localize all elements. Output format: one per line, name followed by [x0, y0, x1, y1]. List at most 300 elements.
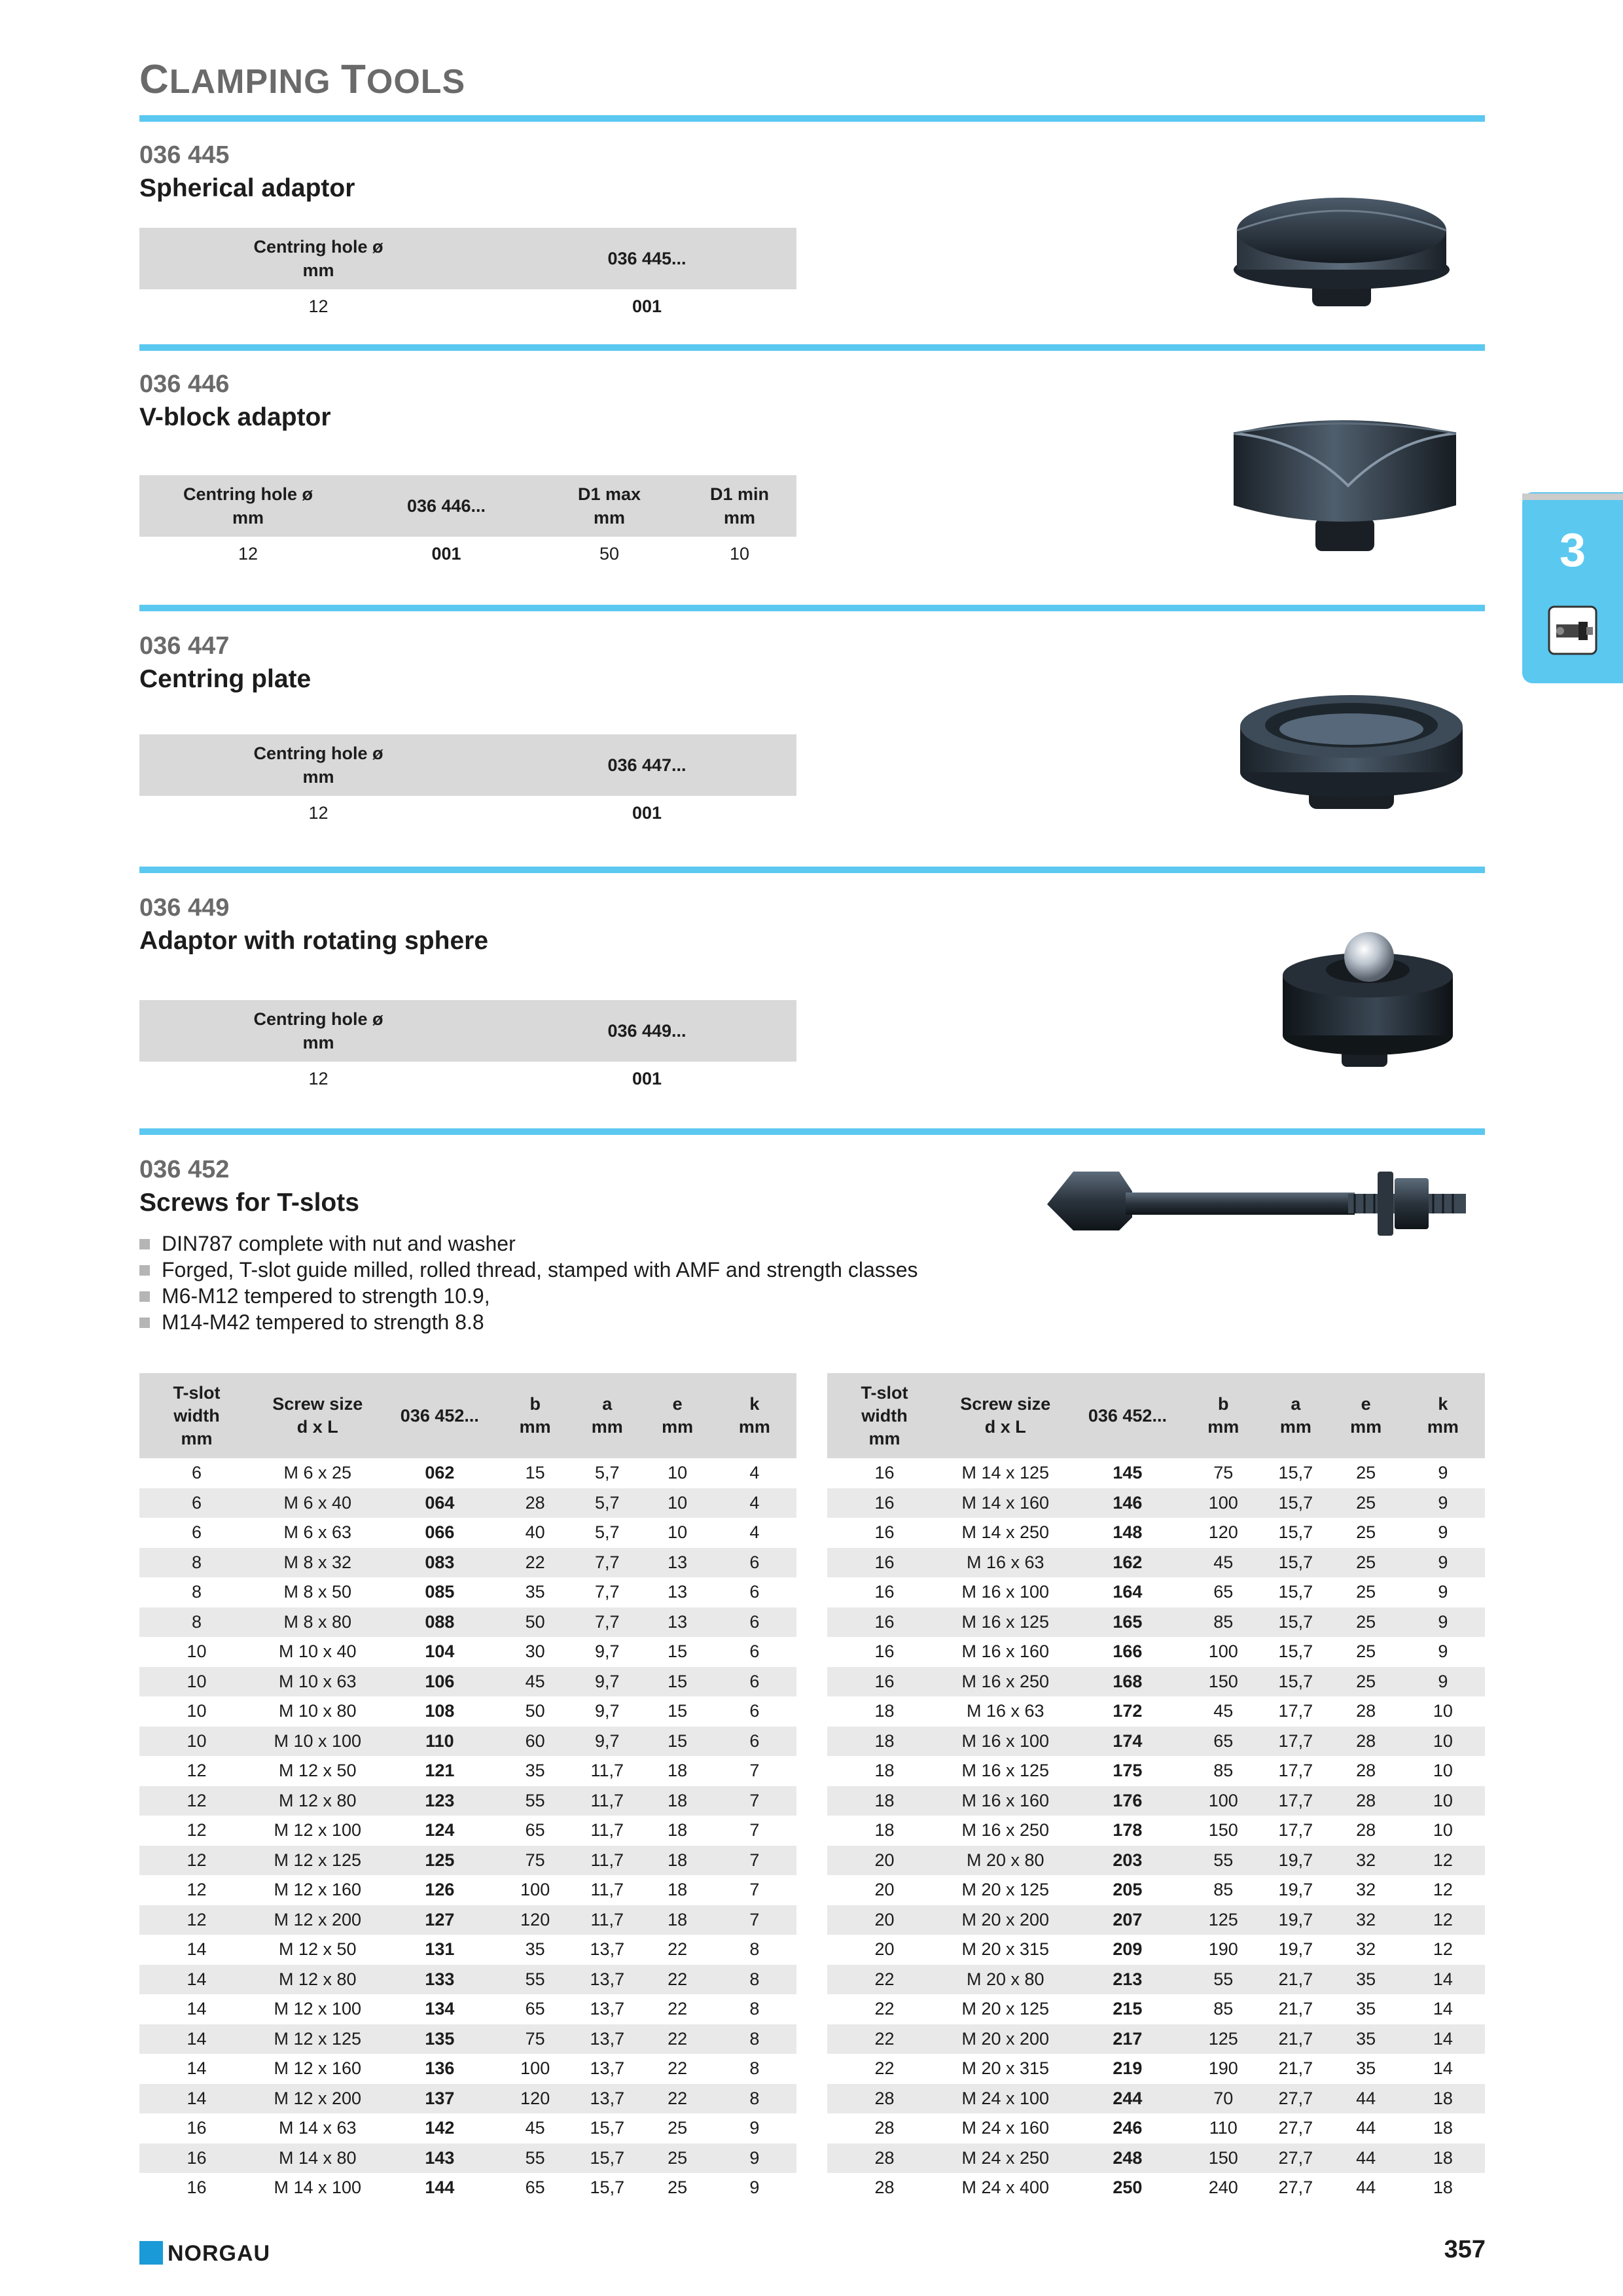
- table-cell: 27,7: [1278, 2178, 1313, 2198]
- table-cell: 18: [1433, 2178, 1453, 2198]
- table-cell: 6: [713, 1727, 796, 1757]
- table-cell: 14: [187, 2058, 207, 2079]
- table-cell: M 16 x 125: [961, 1761, 1050, 1781]
- table-cell: M 10 x 40: [278, 1641, 357, 1662]
- table-row: [139, 2173, 796, 2203]
- table-cell: 174: [1069, 1727, 1186, 1757]
- table-cell: 15,7: [1278, 1582, 1313, 1602]
- table-cell: 16: [874, 1641, 895, 1662]
- table-cell: 8: [713, 1965, 796, 1995]
- table-cell: 75: [498, 2024, 572, 2054]
- column-header: b mm: [498, 1373, 572, 1458]
- table-cell: 16: [827, 1607, 942, 1638]
- table-cell: 85: [1213, 1999, 1234, 2019]
- table-cell: 8: [139, 1607, 254, 1638]
- table-cell: 125: [1186, 1905, 1260, 1935]
- table-cell: 22: [642, 2024, 712, 2054]
- table-cell: 44: [1356, 2118, 1376, 2138]
- table-cell: M 10 x 63: [254, 1667, 382, 1697]
- table-cell: 11,7: [590, 1820, 624, 1840]
- table-cell: 25: [1330, 1607, 1400, 1638]
- table-cell: 12: [139, 1846, 254, 1876]
- table-cell: 100: [520, 1880, 550, 1900]
- table-cell: M 12 x 80: [254, 1965, 382, 1995]
- table-cell: 18: [874, 1820, 895, 1840]
- table-cell: 12: [187, 1880, 207, 1900]
- table-cell: M 12 x 200: [254, 1905, 382, 1935]
- table-cell: 21,7: [1260, 1965, 1330, 1995]
- table-cell: 176: [1069, 1786, 1186, 1816]
- table-cell: 9: [1401, 1488, 1485, 1518]
- column-header: k mm: [713, 1373, 796, 1458]
- table-cell: 35: [1356, 1999, 1376, 2019]
- table-cell: 143: [382, 2144, 499, 2174]
- section-name: Adaptor with rotating sphere: [139, 927, 489, 955]
- table-cell: 13: [668, 1582, 688, 1602]
- column-header: b mm: [1186, 1373, 1260, 1458]
- table-cell: M 24 x 250: [942, 2144, 1069, 2174]
- table-row: [827, 1577, 1485, 1607]
- table-cell: 10: [668, 1522, 688, 1543]
- table-cell: 125: [382, 1846, 499, 1876]
- table-row: [827, 2144, 1485, 2174]
- table-cell: 15,7: [1278, 1641, 1313, 1662]
- table-row: [827, 1637, 1485, 1667]
- table-cell: 14: [1433, 2058, 1453, 2079]
- table-row: [827, 1458, 1485, 1488]
- table-cell: 18: [1401, 2144, 1485, 2174]
- chapter-number: 3: [1559, 524, 1586, 577]
- table-cell: 7: [713, 1905, 796, 1935]
- table-cell: 166: [1113, 1641, 1143, 1662]
- screws-table-left: [139, 1373, 796, 2203]
- table-cell: 123: [382, 1786, 499, 1816]
- table-cell: 108: [425, 1701, 455, 1721]
- table-cell: 16: [187, 2178, 207, 2198]
- table-cell: 7,7: [572, 1548, 642, 1578]
- table-row: [139, 2024, 796, 2054]
- table-cell: 6: [191, 1463, 202, 1483]
- table-cell: M 20 x 125: [961, 1880, 1050, 1900]
- table-cell: 16: [139, 2144, 254, 2174]
- table-cell: 16: [827, 1488, 942, 1518]
- table-cell: 27,7: [1260, 2084, 1330, 2114]
- table-row: [139, 1875, 796, 1905]
- table-cell: 066: [425, 1522, 455, 1543]
- table-cell: 25: [1356, 1522, 1376, 1543]
- table-cell: M 12 x 100: [274, 1820, 362, 1840]
- table-row: [827, 1727, 1485, 1757]
- table-cell: 12: [139, 1786, 254, 1816]
- table-cell: 175: [1113, 1761, 1143, 1781]
- section-name: Centring plate: [139, 665, 312, 693]
- table-cell: 17,7: [1278, 1701, 1313, 1721]
- table-cell: 32: [1356, 1880, 1376, 1900]
- table-cell: 9,7: [595, 1641, 620, 1662]
- table-cell: M 8 x 50: [283, 1582, 352, 1602]
- table-row: [139, 1965, 796, 1995]
- table-cell: M 20 x 315: [961, 2058, 1050, 2079]
- table-cell: 6: [749, 1582, 760, 1602]
- table-cell: 15,7: [590, 2118, 625, 2138]
- table-cell: 35: [525, 1939, 545, 1960]
- table-cell: 9: [749, 2178, 760, 2198]
- column-header: k mm: [1401, 1373, 1485, 1458]
- table-cell: 45: [1186, 1548, 1260, 1578]
- table-cell: 22: [668, 1939, 688, 1960]
- table-cell: M 12 x 160: [274, 2058, 362, 2079]
- t-slot-screw-image: [1041, 1158, 1486, 1244]
- table-cell: 150: [1208, 1820, 1238, 1840]
- table-cell: 30: [525, 1641, 545, 1662]
- table-cell: M 6 x 25: [283, 1463, 352, 1483]
- table-cell: 14: [1401, 2024, 1485, 2054]
- table-cell: 22: [668, 1999, 688, 2019]
- table-cell: 5,7: [572, 1488, 642, 1518]
- table-cell: 15,7: [1278, 1522, 1313, 1543]
- table-cell: 19,7: [1278, 1880, 1313, 1900]
- table-cell: 19,7: [1278, 1939, 1313, 1960]
- section-code: 036 445: [139, 141, 230, 169]
- section-name: V-block adaptor: [139, 403, 331, 431]
- section-name: Screws for T-slots: [139, 1189, 359, 1217]
- table-cell: 13,7: [572, 2024, 642, 2054]
- spec-table-036447: Centring hole ø mm 036 447... 12 001: [139, 734, 796, 830]
- table-cell: M 10 x 80: [278, 1701, 357, 1721]
- clamp-tool-icon: [1547, 605, 1598, 656]
- brand-name: NORGAU: [168, 2241, 271, 2266]
- table-row: [827, 2173, 1485, 2203]
- table-cell: 125: [1186, 2024, 1260, 2054]
- table-cell: 9: [749, 2118, 760, 2138]
- table-cell: 25: [1330, 1488, 1400, 1518]
- table-cell: M 16 x 160: [942, 1786, 1069, 1816]
- table-cell: 44: [1330, 2084, 1400, 2114]
- table-cell: 21,7: [1278, 2058, 1313, 2079]
- table-cell: 10: [1433, 1701, 1453, 1721]
- table-cell: 16: [827, 1667, 942, 1697]
- table-cell: 55: [1186, 1846, 1260, 1876]
- page-number: 357: [1444, 2236, 1486, 2263]
- table-cell: 25: [1356, 1641, 1376, 1662]
- table-cell: 14: [139, 2024, 254, 2054]
- table-cell: 20: [874, 1939, 895, 1960]
- table-cell: 70: [1186, 2084, 1260, 2114]
- table-cell: 13,7: [572, 1965, 642, 1995]
- table-cell: 22: [498, 1548, 572, 1578]
- header-rule: [139, 115, 1485, 122]
- table-cell: 17,7: [1278, 1761, 1313, 1781]
- chapter-tab-cap: [1522, 493, 1623, 500]
- column-header: 036 452...: [1069, 1373, 1186, 1458]
- table-cell: 8: [749, 1939, 760, 1960]
- table-cell: 22: [874, 2058, 895, 2079]
- table-cell: 85: [1213, 1761, 1234, 1781]
- table-cell: 14: [139, 1965, 254, 1995]
- table-row: [827, 1548, 1485, 1578]
- table-cell: 19,7: [1260, 1905, 1330, 1935]
- table-cell: M 14 x 250: [961, 1522, 1050, 1543]
- table-cell: 22: [642, 2084, 712, 2114]
- table-cell: 145: [1113, 1463, 1143, 1483]
- table-cell: 134: [425, 1999, 455, 2019]
- list-item: Forged, T-slot guide milled, rolled thread, stamped with AMF and strength classes: [139, 1257, 918, 1283]
- list-item: M6-M12 tempered to strength 10.9,: [139, 1283, 918, 1309]
- table-cell: M 20 x 200: [942, 1905, 1069, 1935]
- table-cell: 144: [425, 2178, 455, 2198]
- table-cell: M 12 x 125: [254, 1846, 382, 1876]
- section-code: 036 452: [139, 1156, 230, 1183]
- table-cell: M 8 x 80: [254, 1607, 382, 1638]
- table-cell: 168: [1069, 1667, 1186, 1697]
- table-cell: 12: [187, 1761, 207, 1781]
- table-cell: 4: [713, 1488, 796, 1518]
- table-cell: 18: [1433, 2118, 1453, 2138]
- rotating-sphere-adaptor-image: [1276, 923, 1466, 1073]
- table-cell: 7: [713, 1786, 796, 1816]
- table-row: [139, 1905, 796, 1935]
- list-item: M14-M42 tempered to strength 8.8: [139, 1309, 918, 1335]
- table-cell: M 20 x 80: [942, 1965, 1069, 1995]
- table-row: [827, 1607, 1485, 1638]
- table-cell: 28: [1356, 1820, 1376, 1840]
- table-cell: M 12 x 50: [278, 1761, 357, 1781]
- table-cell: 32: [1330, 1846, 1400, 1876]
- table-cell: 7,7: [572, 1607, 642, 1638]
- table-cell: 9: [1401, 1667, 1485, 1697]
- table-cell: 25: [642, 2144, 712, 2174]
- table-cell: 13,7: [590, 2058, 625, 2079]
- table-row: [827, 1965, 1485, 1995]
- table-cell: M 14 x 80: [254, 2144, 382, 2174]
- table-cell: 10: [1433, 1820, 1453, 1840]
- table-cell: 217: [1069, 2024, 1186, 2054]
- section-name: Spherical adaptor: [139, 174, 355, 202]
- table-cell: M 12 x 100: [274, 1999, 362, 2019]
- table-cell: 11,7: [572, 1786, 642, 1816]
- table-cell: 205: [1113, 1880, 1143, 1900]
- section-code: 036 447: [139, 632, 230, 660]
- table-cell: 11,7: [590, 1880, 624, 1900]
- centring-plate-image: [1230, 674, 1472, 818]
- table-row: [827, 1846, 1485, 1876]
- table-cell: 137: [382, 2084, 499, 2114]
- table-cell: 8: [713, 2024, 796, 2054]
- spec-table-036446: Centring hole ø mm 036 446... D1 max mm D1 min mm 12 001 50 10: [139, 475, 796, 571]
- table-cell: 9: [1438, 1582, 1448, 1602]
- table-cell: 18: [642, 1786, 712, 1816]
- table-cell: 121: [425, 1761, 455, 1781]
- table-cell: 100: [1186, 1786, 1260, 1816]
- table-cell: 15,7: [572, 2144, 642, 2174]
- page-title: CLAMPING TOOLS: [139, 57, 466, 102]
- table-cell: M 8 x 32: [254, 1548, 382, 1578]
- table-cell: 35: [1356, 2058, 1376, 2079]
- table-cell: 15: [668, 1641, 688, 1662]
- table-cell: 15,7: [1278, 1463, 1313, 1483]
- table-cell: 21,7: [1278, 1999, 1313, 2019]
- table-cell: M 20 x 80: [942, 1846, 1069, 1876]
- table-cell: 14: [187, 1939, 207, 1960]
- table-cell: 11,7: [572, 1846, 642, 1876]
- table-cell: 27,7: [1260, 2144, 1330, 2174]
- table-cell: 12: [1433, 1939, 1453, 1960]
- table-cell: M 16 x 100: [961, 1582, 1050, 1602]
- table-cell: 55: [498, 2144, 572, 2174]
- table-row: [827, 1786, 1485, 1816]
- table-cell: 240: [1208, 2178, 1238, 2198]
- table-cell: 14: [139, 2084, 254, 2114]
- table-cell: 190: [1208, 1939, 1238, 1960]
- table-cell: 13: [642, 1548, 712, 1578]
- table-row: [827, 1756, 1485, 1786]
- v-block-adaptor-image: [1224, 407, 1466, 564]
- table-cell: M 24 x 400: [961, 2178, 1050, 2198]
- table-cell: M 14 x 125: [961, 1463, 1050, 1483]
- table-cell: 45: [525, 2118, 545, 2138]
- column-header: a mm: [1260, 1373, 1330, 1458]
- table-cell: 124: [425, 1820, 455, 1840]
- table-cell: 9: [1438, 1641, 1448, 1662]
- table-cell: 28: [498, 1488, 572, 1518]
- table-row: [827, 1518, 1485, 1548]
- table-cell: 12: [1401, 1905, 1485, 1935]
- table-cell: 16: [874, 1582, 895, 1602]
- table-cell: 9: [1401, 1607, 1485, 1638]
- table-row: [827, 1994, 1485, 2024]
- table-row: [827, 2054, 1485, 2084]
- section-rule: [139, 867, 1485, 873]
- table-cell: 45: [498, 1667, 572, 1697]
- table-cell: 12: [1433, 1880, 1453, 1900]
- table-cell: 15: [642, 1727, 712, 1757]
- table-cell: 55: [498, 1965, 572, 1995]
- column-header: Screw size d x L: [942, 1373, 1069, 1458]
- table-cell: 18: [668, 1820, 688, 1840]
- table-cell: 8: [191, 1582, 202, 1602]
- table-row: [139, 2113, 796, 2144]
- table-cell: 207: [1069, 1905, 1186, 1935]
- table-cell: 9,7: [572, 1727, 642, 1757]
- column-header: Screw size d x L: [254, 1373, 382, 1458]
- table-cell: 133: [382, 1965, 499, 1995]
- table-cell: 9,7: [572, 1667, 642, 1697]
- table-cell: 9,7: [595, 1701, 620, 1721]
- column-header: a mm: [572, 1373, 642, 1458]
- table-cell: M 14 x 100: [274, 2178, 362, 2198]
- table-cell: 146: [1069, 1488, 1186, 1518]
- section-code: 036 449: [139, 894, 230, 922]
- table-cell: 18: [874, 1761, 895, 1781]
- table-cell: M 12 x 200: [254, 2084, 382, 2114]
- table-cell: 28: [874, 2118, 895, 2138]
- table-cell: 246: [1113, 2118, 1143, 2138]
- table-cell: 35: [1330, 1965, 1400, 1995]
- table-row: [139, 1816, 796, 1846]
- table-row: [827, 1935, 1485, 1965]
- table-cell: 6: [139, 1488, 254, 1518]
- table-cell: 16: [827, 1548, 942, 1578]
- table-cell: 9: [1438, 1522, 1448, 1543]
- spec-table-036445: Centring hole ø mm 036 445... 12 001: [139, 228, 796, 323]
- table-cell: 142: [425, 2118, 455, 2138]
- table-cell: 088: [382, 1607, 499, 1638]
- table-row: [827, 2024, 1485, 2054]
- table-cell: M 20 x 200: [942, 2024, 1069, 2054]
- table-cell: 6: [713, 1548, 796, 1578]
- table-cell: 178: [1113, 1820, 1143, 1840]
- table-row: [139, 1846, 796, 1876]
- table-cell: 135: [382, 2024, 499, 2054]
- table-cell: 164: [1113, 1582, 1143, 1602]
- table-cell: 9: [713, 2144, 796, 2174]
- table-cell: 17,7: [1260, 1727, 1330, 1757]
- table-cell: 10: [187, 1701, 207, 1721]
- table-cell: 13: [642, 1607, 712, 1638]
- section-code: 036 446: [139, 370, 230, 398]
- table-cell: 7: [713, 1846, 796, 1876]
- table-row: [827, 1905, 1485, 1935]
- table-cell: 60: [498, 1727, 572, 1757]
- table-cell: 213: [1069, 1965, 1186, 1995]
- table-cell: 8: [749, 1999, 760, 2019]
- table-cell: M 16 x 250: [942, 1667, 1069, 1697]
- table-cell: M 12 x 50: [278, 1939, 357, 1960]
- table-row: [827, 1667, 1485, 1697]
- table-cell: 28: [874, 2178, 895, 2198]
- table-cell: 65: [1213, 1582, 1234, 1602]
- table-row: [139, 1548, 796, 1578]
- table-cell: 064: [382, 1488, 499, 1518]
- table-cell: 22: [642, 1965, 712, 1995]
- table-cell: 9: [1401, 1548, 1485, 1578]
- table-row: [139, 1696, 796, 1727]
- section-rule: [139, 1128, 1485, 1135]
- table-cell: 150: [1186, 2144, 1260, 2174]
- table-cell: 19,7: [1260, 1846, 1330, 1876]
- brand-logo-mark: [139, 2241, 163, 2265]
- table-cell: M 16 x 160: [961, 1641, 1050, 1662]
- table-row: [139, 1577, 796, 1607]
- table-cell: 35: [525, 1761, 545, 1781]
- table-cell: 32: [1356, 1939, 1376, 1960]
- table-cell: 5,7: [595, 1522, 620, 1543]
- table-cell: 12: [139, 1905, 254, 1935]
- table-cell: 7: [749, 1820, 760, 1840]
- table-cell: 8: [139, 1548, 254, 1578]
- table-cell: 8: [713, 2084, 796, 2114]
- table-cell: 17,7: [1260, 1786, 1330, 1816]
- table-cell: 15,7: [1260, 1607, 1330, 1638]
- table-cell: 110: [382, 1727, 499, 1757]
- table-row: [139, 1756, 796, 1786]
- table-row: [139, 2084, 796, 2114]
- table-cell: M 14 x 63: [278, 2118, 357, 2138]
- list-item: DIN787 complete with nut and washer: [139, 1230, 918, 1257]
- table-row: [827, 1696, 1485, 1727]
- table-cell: 15,7: [1260, 1548, 1330, 1578]
- table-cell: 28: [1356, 1761, 1376, 1781]
- table-cell: 25: [668, 2118, 688, 2138]
- table-cell: 50: [498, 1607, 572, 1638]
- table-cell: 6: [191, 1522, 202, 1543]
- table-cell: M 12 x 80: [254, 1786, 382, 1816]
- table-cell: M 20 x 315: [961, 1939, 1050, 1960]
- table-cell: 75: [1213, 1463, 1234, 1483]
- table-cell: 16: [187, 2118, 207, 2138]
- table-cell: 10: [668, 1463, 688, 1483]
- table-cell: 126: [425, 1880, 455, 1900]
